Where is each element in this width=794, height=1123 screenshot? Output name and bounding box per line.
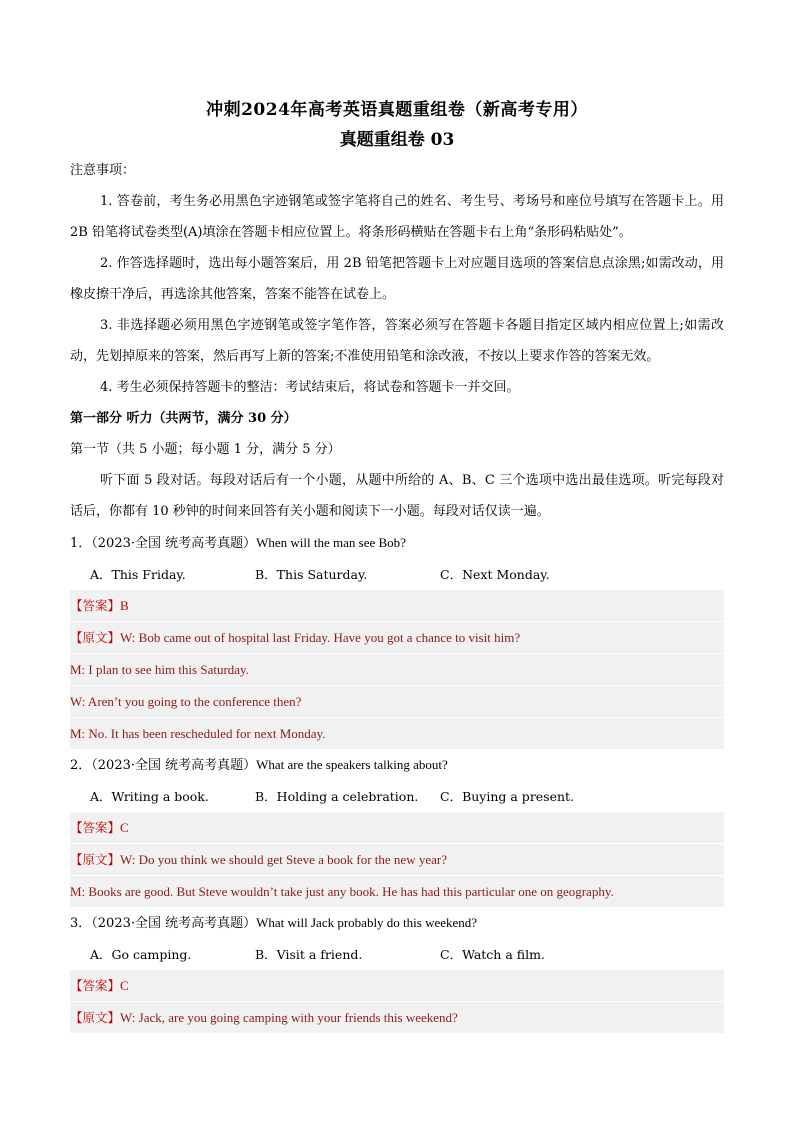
page-subtitle: 真题重组卷 03 xyxy=(339,130,455,150)
option-c: C．Watch a film. xyxy=(440,947,545,962)
answer-line xyxy=(70,812,724,844)
question-3-options xyxy=(70,939,724,970)
option-c: C．Buying a present. xyxy=(440,789,575,804)
transcript-line: M: I plan to see him this Saturday. xyxy=(70,654,724,686)
transcript-text: W: Do you think we should get Steve a book for the new year? xyxy=(120,852,447,867)
option-c: C．Next Monday. xyxy=(440,567,550,582)
question-2-answer-block xyxy=(70,812,724,907)
question-text: What are the speakers talking about? xyxy=(256,757,448,772)
question-text: When will the man see Bob? xyxy=(256,535,406,550)
question-text: What will Jack probably do this weekend? xyxy=(256,915,478,930)
document-page xyxy=(70,0,724,1033)
transcript-text: W: Bob came out of hospital last Friday. Have you got a chance to visit him? xyxy=(120,630,521,645)
option-b: B．Visit a friend. xyxy=(255,947,363,962)
question-1 xyxy=(70,527,724,559)
answer-tag: 【答案】 xyxy=(70,598,121,613)
part-heading: 第一部分 听力（共两节，满分 30 分） xyxy=(70,411,297,426)
answer-tag: 【答案】 xyxy=(70,978,121,993)
question-2-options xyxy=(70,781,724,812)
transcript-tag: 【原文】 xyxy=(70,1010,121,1025)
question-2 xyxy=(70,749,724,781)
transcript-line: M: Books are good. But Steve wouldn’t take just any book. He has had this particular one on geography. xyxy=(70,884,614,899)
question-3 xyxy=(70,907,724,939)
answer-line xyxy=(70,970,724,1002)
transcript-line: M: No. It has been rescheduled for next Monday. xyxy=(70,726,326,741)
question-1-options xyxy=(70,559,724,590)
question-1-answer-block xyxy=(70,590,724,749)
answer-value: C xyxy=(120,978,129,993)
option-b: B．This Saturday. xyxy=(255,567,368,582)
answer-value: B xyxy=(120,598,129,613)
note-item: 4. 考生必须保持答题卡的整洁：考试结束后，将试卷和答题卡一并交回。 xyxy=(100,380,520,395)
notes-heading: 注意事项： xyxy=(70,163,136,178)
option-a: A．Go camping. xyxy=(90,947,192,962)
answer-tag: 【答案】 xyxy=(70,820,121,835)
transcript-line xyxy=(70,622,724,654)
section-instructions: 听下面 5 段对话。每段对话后有一个小题，从题中所给的 A、B、C 三个选项中选出最佳选项。听完每段对话后，你都有 10 秒钟的时间来回答有关小题和阅读下一小题。每段对话仅读一遍。 xyxy=(70,473,724,519)
question-prefix: 1．（2023·全国 统考高考真题） xyxy=(70,536,257,551)
note-item: 3. 非选择题必须用黑色字迹钢笔或签字笔作答，答案必须写在答题卡各题目指定区域内相应位置上;如需改动，先划掉原来的答案，然后再写上新的答案;不准使用铅笔和涂改液，不按以上要求作答的答案无效。 xyxy=(70,318,724,364)
option-a: A．Writing a book. xyxy=(90,789,209,804)
question-prefix: 3．（2023·全国 统考高考真题） xyxy=(70,916,257,931)
question-3-answer-block xyxy=(70,970,724,1033)
question-prefix: 2．（2023·全国 统考高考真题） xyxy=(70,758,257,773)
note-item: 1. 答卷前，考生务必用黑色字迹钢笔或签字笔将自己的姓名、考生号、考场号和座位号填写在答题卡上。用 2B 铅笔将试卷类型(A)填涂在答题卡相应位置上。将条形码横贴在答题卡右上角“条形码粘贴处”。 xyxy=(70,194,724,240)
transcript-tag: 【原文】 xyxy=(70,630,121,645)
section-heading: 第一节（共 5 小题；每小题 1 分，满分 5 分） xyxy=(70,442,341,457)
transcript-tag: 【原文】 xyxy=(70,852,121,867)
note-item: 2. 作答选择题时，选出每小题答案后，用 2B 铅笔把答题卡上对应题目选项的答案信息点涂黑;如需改动，用橡皮擦干净后，再选涂其他答案，答案不能答在试卷上。 xyxy=(70,256,724,302)
option-a: A．This Friday. xyxy=(90,567,186,582)
answer-value: C xyxy=(120,820,129,835)
page-title: 冲刺2024年高考英语真题重组卷（新高考专用） xyxy=(206,100,588,120)
answer-line xyxy=(70,590,724,622)
transcript-line: W: Aren’t you going to the conference then? xyxy=(70,686,724,718)
option-b: B．Holding a celebration. xyxy=(255,789,419,804)
transcript-line xyxy=(70,844,724,876)
transcript-line xyxy=(70,1002,724,1033)
transcript-text: W: Jack, are you going camping with your friends this weekend? xyxy=(120,1010,458,1025)
